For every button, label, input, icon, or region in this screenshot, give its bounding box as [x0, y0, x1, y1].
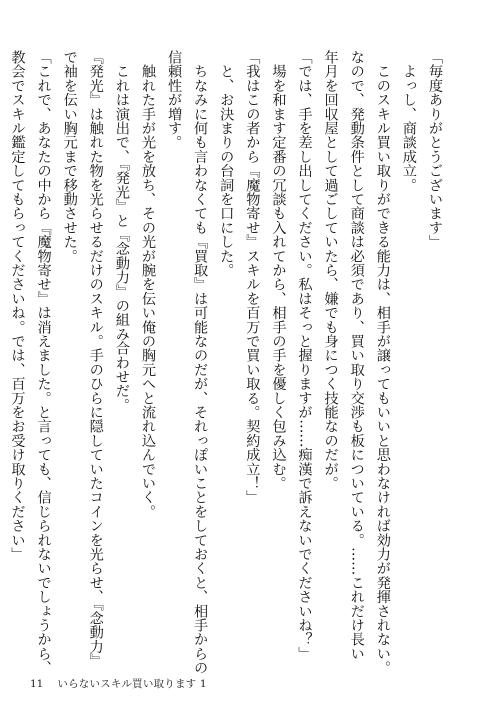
text-line: で袖を伝い胸元まで移動させた。 [61, 50, 78, 263]
text-line: 『発光』は触れた物を光らせるだけのスキル。手のひらに隠していたコインを光らせ、『念動力』 [87, 50, 104, 668]
text-line: 教会でスキル鑑定してもらってくださいね。では、百万をお受け取りください」 [9, 50, 26, 562]
text-line: このスキル買い取りができる能力は、相手が譲ってもいいと思わなければ効力が発揮されない。 [374, 50, 391, 675]
text-line: よっし、商談成立。 [400, 50, 417, 192]
page-number: 11 [30, 678, 44, 690]
text-line: 信頼性が増す。 [166, 50, 183, 150]
page-footer [30, 676, 207, 692]
text-line: 場を和ます定番の冗談も入れてから、相手の手を優しく包み込む。 [270, 50, 287, 491]
text-line: 「我はこの者から『魔物寄せ』スキルを百万で買い取る。契約成立！」 [244, 50, 261, 505]
text-line: 「毎度ありがとうございます」 [427, 50, 443, 249]
text-line: 年月を回収屋として過ごしていたら、嫌でも身につく技能なのだが。 [322, 50, 339, 491]
running-title: いらないスキル買い取ります 1 [57, 678, 207, 690]
vertical-text-block [9, 50, 448, 675]
text-line [0, 50, 4, 670]
text-line: ちなみに何も言わなくても『買取』は可能なのだが、それっぽいことをしておくと、相手からの [192, 50, 209, 675]
text-line: と、お決まりの台詞を口にした。 [218, 50, 235, 278]
text-line: 触れた手が光を放ち、その光が腕を伝い俺の胸元へと流れ込んでいく。 [139, 50, 156, 519]
text-line: 「では、手を差し出してください。私はそっと握りますが……痴漢で訴えないでくださいね？」 [296, 50, 313, 661]
text-line: これは演出で、『発光』と『念動力』の組み合わせだ。 [113, 50, 130, 413]
text-line: 「これで、あなたの中から『魔物寄せ』は消えました。と言っても、信じられないでしょうから、 [35, 50, 52, 675]
text-line: なので、発動条件として商談は必須であり、買い取り交渉も板についている。……これだけ長い [348, 50, 365, 661]
